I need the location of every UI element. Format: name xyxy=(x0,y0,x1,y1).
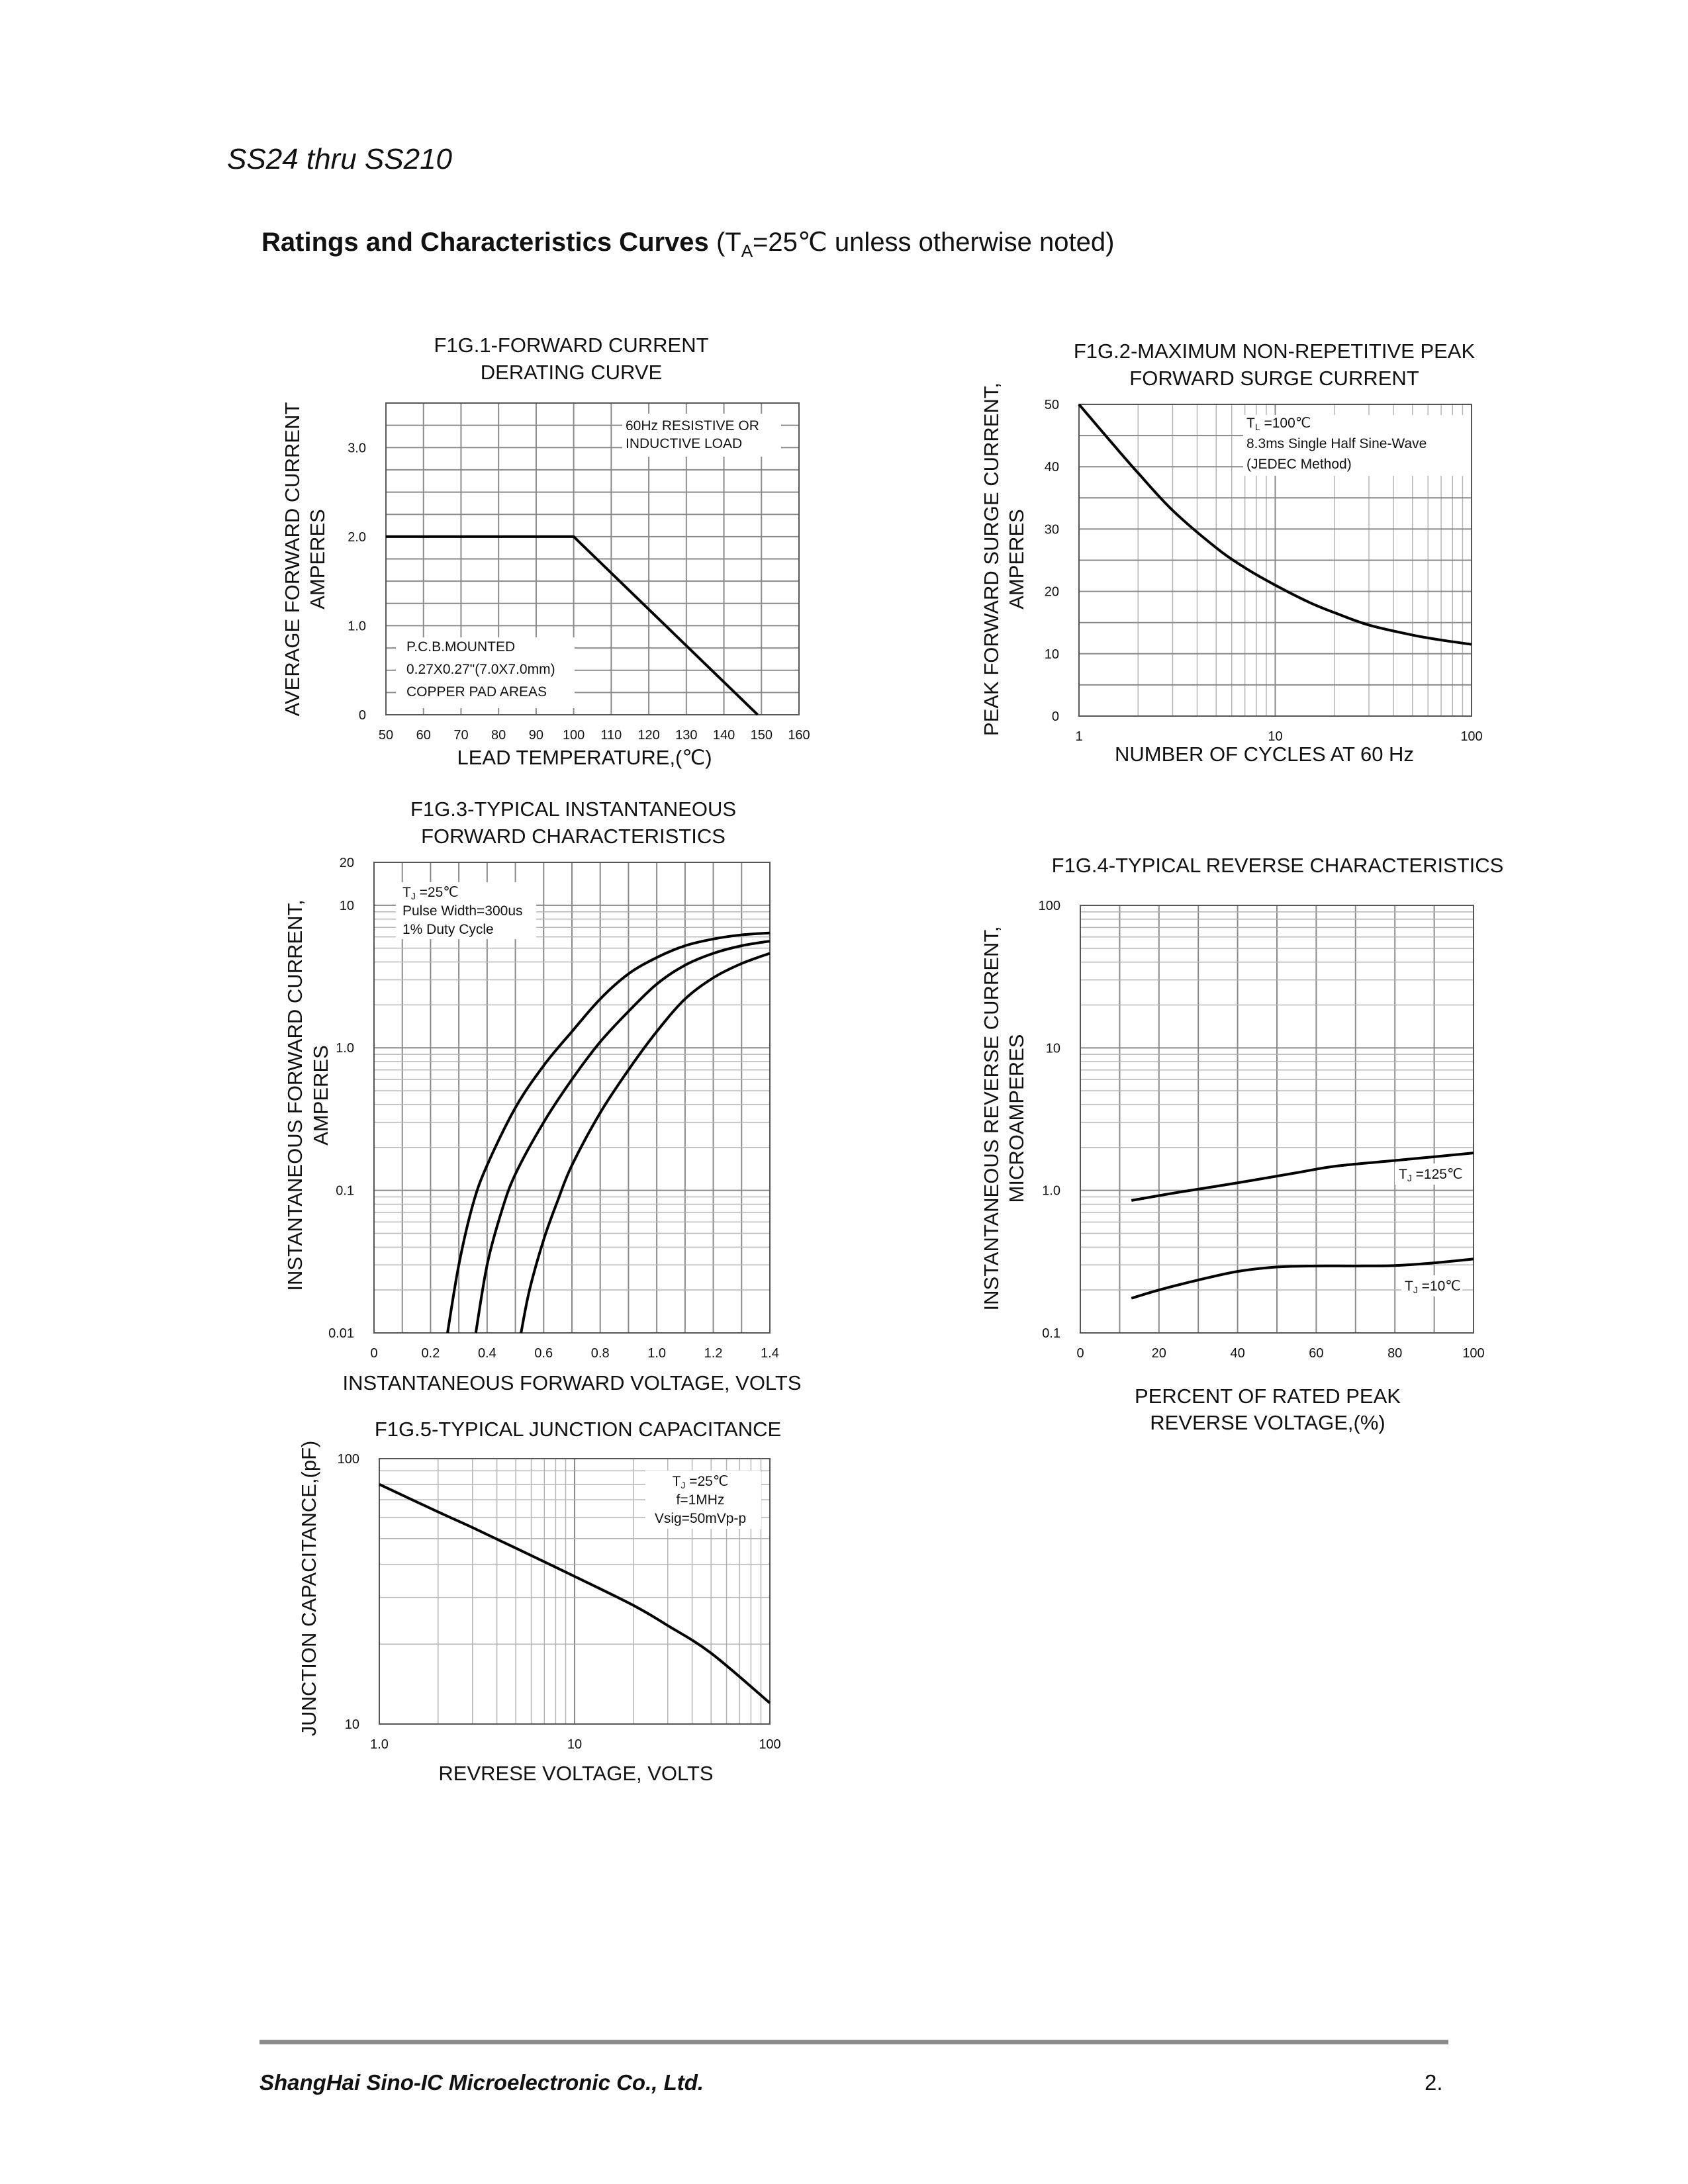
fig1-note-top-line2: INDUCTIVE LOAD xyxy=(626,436,743,451)
fig5-note-tj xyxy=(673,1474,729,1490)
fig3-note-tj-post: =25℃ xyxy=(415,885,459,900)
fig1-y-tick-3: 3.0 xyxy=(348,441,366,456)
fig5-y-tick-0: 10 xyxy=(344,1717,359,1732)
fig1-title-line1: F1G.1-FORWARD CURRENT xyxy=(434,334,709,357)
fig1-y-tick-2: 2.0 xyxy=(348,529,366,545)
heading-condition-post: =25℃ unless otherwise noted) xyxy=(753,228,1115,257)
fig2-x-tick-2: 100 xyxy=(1460,729,1483,744)
fig3-x-tick-4: 0.8 xyxy=(590,1346,610,1361)
fig1-x-tick-10: 150 xyxy=(750,728,773,743)
fig5-note-tj-main: T xyxy=(672,1474,681,1489)
fig4-title: F1G.4-TYPICAL REVERSE CHARACTERISTICS xyxy=(1051,854,1504,877)
fig4-x-tick-1: 20 xyxy=(1151,1346,1166,1361)
fig3-y-label-line2: AMPERES xyxy=(309,1045,332,1146)
fig4-x-tick-2: 40 xyxy=(1230,1346,1245,1361)
fig2-y-tick-5: 50 xyxy=(1044,398,1059,412)
fig4-label-10-main: T xyxy=(1405,1279,1413,1294)
fig3-y-label-line1: INSTANTANEOUS FORWARD CURRENT, xyxy=(283,899,306,1291)
fig3-y-tick-4: 20 xyxy=(339,856,354,870)
fig2-note-tl-sub: L xyxy=(1254,422,1260,432)
fig2-y-label-line1: PEAK FORWARD SURGE CURRENT, xyxy=(980,383,1003,736)
fig4-y-tick-3: 100 xyxy=(1038,899,1060,913)
fig1-x-tick-5: 100 xyxy=(562,728,585,743)
fig3-note-line3: 1% Duty Cycle xyxy=(402,922,494,937)
fig3-x-tick-7: 1.4 xyxy=(761,1346,779,1361)
fig1-title-line2: DERATING CURVE xyxy=(480,361,663,384)
fig2-y-label-line2: AMPERES xyxy=(1005,509,1028,610)
fig5-x-ticks xyxy=(370,1737,781,1752)
fig5-note-tj-post: =25℃ xyxy=(685,1474,729,1489)
heading-condition-sub: A xyxy=(741,241,753,261)
fig5-x-tick-0: 1.0 xyxy=(370,1737,389,1752)
fig1-x-tick-8: 130 xyxy=(675,728,698,743)
part-range-title: SS24 thru SS210 xyxy=(227,143,453,175)
fig3-title-line2: FORWARD CHARACTERISTICS xyxy=(421,825,726,848)
fig4-label-10-sub: J xyxy=(1413,1285,1418,1295)
fig4-label-125-main: T xyxy=(1399,1167,1407,1182)
fig3-x-tick-6: 1.2 xyxy=(704,1346,723,1361)
fig5-note-tj-sub: J xyxy=(680,1480,686,1490)
footer-company: ShangHai Sino-IC Microelectronic Co., Ltd. xyxy=(259,2070,704,2095)
fig5-x-tick-1: 10 xyxy=(567,1737,583,1752)
fig1-note-bottom-line2: 0.27X0.27"(7.0X7.0mm) xyxy=(406,662,555,677)
fig2-title-line1: F1G.2-MAXIMUM NON-REPETITIVE PEAK xyxy=(1073,340,1476,363)
fig2-x-label: NUMBER OF CYCLES AT 60 Hz xyxy=(1115,743,1414,766)
fig5-x-tick-2: 100 xyxy=(759,1737,781,1752)
fig3-x-tick-3: 0.6 xyxy=(534,1346,553,1361)
footer-rule xyxy=(259,2040,1448,2044)
fig3-y-tick-2: 1.0 xyxy=(336,1041,354,1056)
fig2-note-tl-post: =100℃ xyxy=(1260,416,1311,431)
fig1-y-tick-1: 1.0 xyxy=(348,619,366,634)
fig2-y-tick-1: 10 xyxy=(1044,647,1059,662)
fig3-x-tick-1: 0.2 xyxy=(421,1346,440,1361)
fig1-x-tick-4: 90 xyxy=(528,728,544,743)
fig4-y-tick-2: 10 xyxy=(1045,1041,1060,1056)
fig4-x-tick-5: 100 xyxy=(1462,1346,1485,1361)
fig3-x-label: INSTANTANEOUS FORWARD VOLTAGE, VOLTS xyxy=(342,1371,802,1394)
fig4-label-125-post: =125℃ xyxy=(1411,1167,1463,1182)
fig2-note-line3: (JEDEC Method) xyxy=(1246,457,1352,472)
fig4-label-10-post: =10℃ xyxy=(1417,1279,1461,1294)
fig5-note-line2: f=1MHz xyxy=(676,1492,725,1508)
fig3-note-tj-main: T xyxy=(402,885,411,900)
fig1-note-bottom-line1: P.C.B.MOUNTED xyxy=(406,639,516,655)
fig3-note-tj-sub: J xyxy=(410,891,416,901)
fig2-y-tick-2: 20 xyxy=(1044,584,1059,600)
fig2-x-tick-0: 1 xyxy=(1075,729,1083,744)
fig5-x-label: REVRESE VOLTAGE, VOLTS xyxy=(438,1762,714,1785)
fig1-x-label: LEAD TEMPERATURE,(℃) xyxy=(457,746,712,769)
fig2-y-tick-4: 40 xyxy=(1044,460,1059,475)
fig4-y-tick-0: 0.1 xyxy=(1042,1326,1060,1341)
fig4-x-tick-4: 80 xyxy=(1387,1346,1403,1361)
fig2-note-line2: 8.3ms Single Half Sine-Wave xyxy=(1246,436,1427,451)
fig3-y-tick-3: 10 xyxy=(339,898,354,913)
fig3-y-tick-1: 0.1 xyxy=(336,1183,354,1199)
fig3-y-tick-0: 0.01 xyxy=(328,1326,354,1341)
fig4-y-tick-1: 1.0 xyxy=(1042,1183,1060,1199)
fig1-x-tick-2: 70 xyxy=(453,728,469,743)
fig4-label-125-sub: J xyxy=(1407,1173,1412,1183)
fig3-x-tick-2: 0.4 xyxy=(477,1346,496,1361)
fig2-note-tl-main: T xyxy=(1246,416,1255,431)
fig3-x-tick-0: 0 xyxy=(370,1346,378,1361)
fig5-note-line3: Vsig=50mVp-p xyxy=(654,1511,747,1526)
fig1-x-tick-11: 160 xyxy=(788,728,810,743)
fig2-x-tick-1: 10 xyxy=(1268,729,1283,744)
fig3-x-tick-5: 1.0 xyxy=(647,1346,667,1361)
fig1-y-tick-0: 0 xyxy=(358,708,366,723)
fig4-y-label-line2: MICROAMPERES xyxy=(1005,1034,1028,1203)
fig1-x-tick-3: 80 xyxy=(491,728,506,743)
fig4-x-tick-3: 60 xyxy=(1309,1346,1324,1361)
fig2-title-line2: FORWARD SURGE CURRENT xyxy=(1129,367,1419,390)
fig4-y-label-line1: INSTANTANEOUS REVERSE CURRENT, xyxy=(980,926,1003,1311)
fig1-x-tick-1: 60 xyxy=(416,728,431,743)
fig1-y-label-line1: AVERAGE FORWARD CURRENT xyxy=(281,402,304,717)
fig1-x-tick-9: 140 xyxy=(712,728,735,743)
fig4-x-label-line2: REVERSE VOLTAGE,(%) xyxy=(1150,1411,1385,1434)
fig5-y-ticks xyxy=(338,1452,359,1732)
fig4-x-tick-0: 0 xyxy=(1076,1346,1084,1361)
fig5-title: F1G.5-TYPICAL JUNCTION CAPACITANCE xyxy=(374,1418,782,1441)
fig1-x-tick-6: 110 xyxy=(600,728,622,743)
fig2-y-tick-3: 30 xyxy=(1044,522,1059,537)
fig1-x-tick-0: 50 xyxy=(378,728,394,743)
footer-page-number: 2. xyxy=(1425,2070,1443,2095)
fig1-y-label-line2: AMPERES xyxy=(306,509,329,610)
fig1-note-bottom-line3: COPPER PAD AREAS xyxy=(406,684,547,700)
fig1-x-tick-7: 120 xyxy=(637,728,660,743)
heading-condition-pre: (T xyxy=(716,228,741,257)
fig2-y-tick-0: 0 xyxy=(1051,709,1059,724)
heading-bold: Ratings and Characteristics Curves xyxy=(261,228,709,257)
fig4-x-label-line1: PERCENT OF RATED PEAK xyxy=(1135,1385,1401,1408)
fig3-title-line1: F1G.3-TYPICAL INSTANTANEOUS xyxy=(410,797,737,821)
fig5-y-tick-1: 100 xyxy=(337,1452,359,1467)
fig5-y-label: JUNCTION CAPACITANCE,(pF) xyxy=(297,1440,320,1737)
fig3-note-line2: Pulse Width=300us xyxy=(402,903,523,919)
fig1-note-top-line1: 60Hz RESISTIVE OR xyxy=(626,418,759,433)
